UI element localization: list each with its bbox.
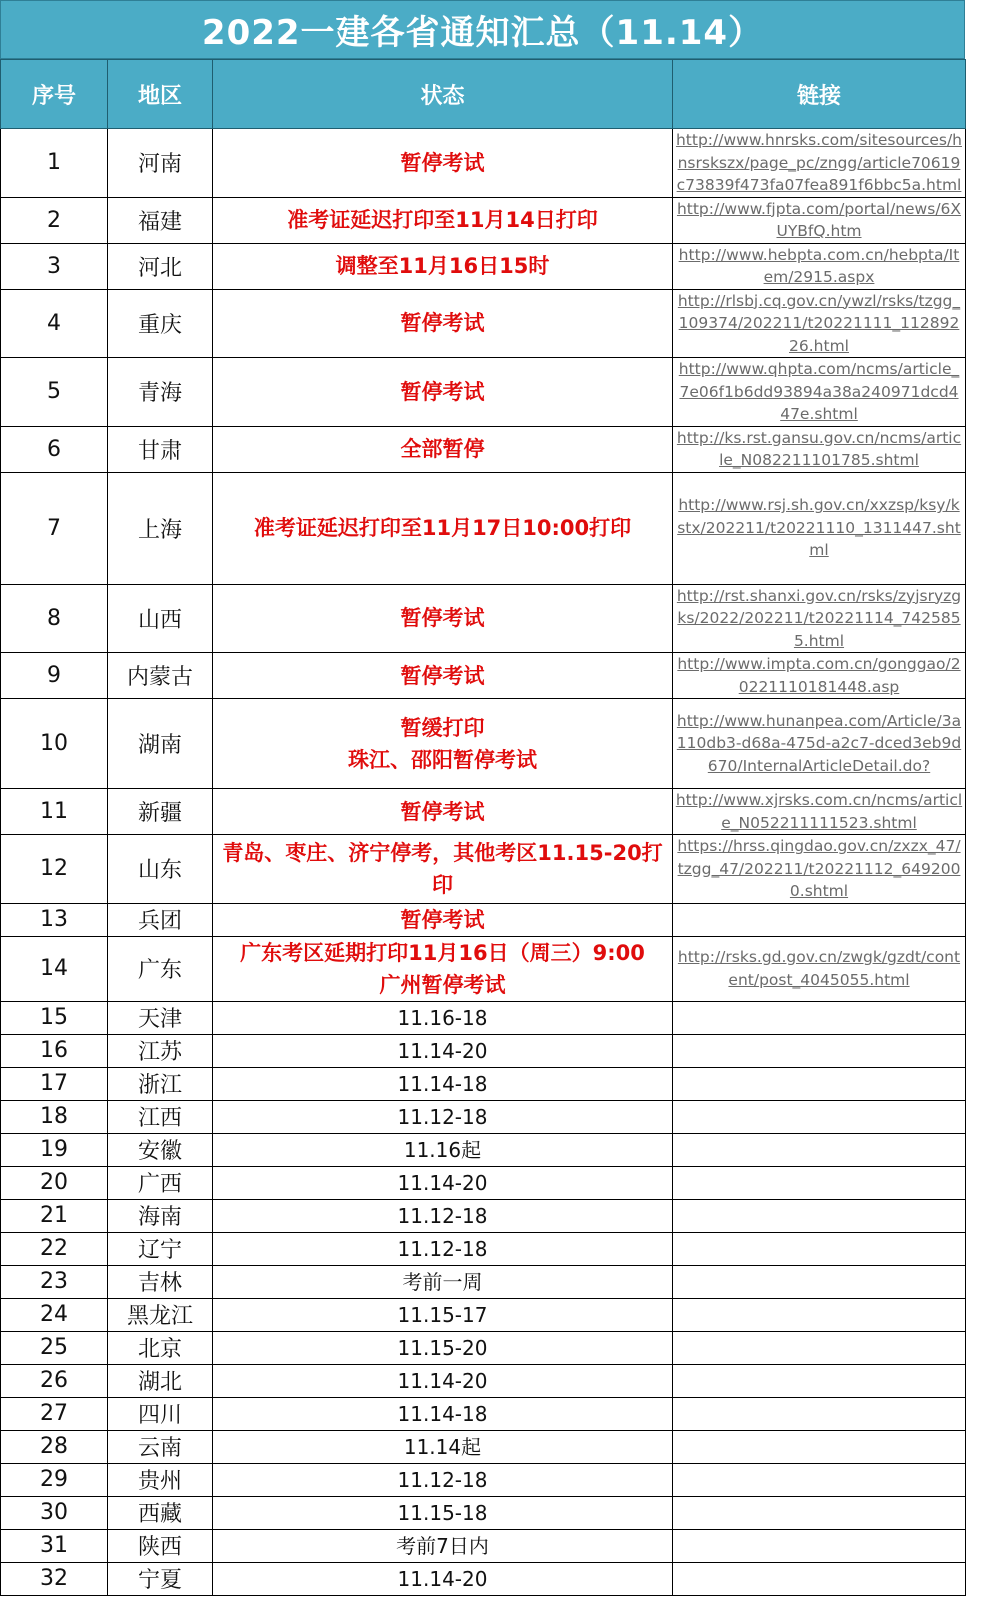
row-link-cell xyxy=(673,1034,966,1067)
row-link-cell xyxy=(673,1529,966,1562)
table-row xyxy=(1,1133,966,1166)
table-row xyxy=(1,699,966,789)
row-number: 9 xyxy=(1,653,108,699)
row-status: 11.14-20 xyxy=(213,1364,673,1397)
row-region: 陕西 xyxy=(108,1529,213,1562)
row-status: 11.16起 xyxy=(213,1133,673,1166)
notice-link[interactable]: http://www.rsj.sh.gov.cn/xxzsp/ksy/kstx/202211/t20221110_1311447.shtml xyxy=(677,496,961,560)
row-number: 14 xyxy=(1,936,108,1001)
row-number: 2 xyxy=(1,197,108,243)
row-link-cell xyxy=(673,1100,966,1133)
table-row xyxy=(1,1463,966,1496)
row-number: 22 xyxy=(1,1232,108,1265)
header-link: 链接 xyxy=(673,60,966,129)
row-status: 暂停考试 xyxy=(213,358,673,427)
row-status: 调整至11月16日15时 xyxy=(213,243,673,289)
row-status: 11.14-18 xyxy=(213,1067,673,1100)
row-region: 黑龙江 xyxy=(108,1298,213,1331)
row-link-cell xyxy=(673,289,966,358)
notice-link[interactable]: http://rst.shanxi.gov.cn/rsks/zyjsryzgks/2022/202211/t20221114_7425855.html xyxy=(676,586,962,650)
row-status: 暂停考试 xyxy=(213,903,673,936)
row-number: 31 xyxy=(1,1529,108,1562)
row-number: 30 xyxy=(1,1496,108,1529)
row-link-cell xyxy=(673,584,966,653)
row-status: 11.15-17 xyxy=(213,1298,673,1331)
row-region: 广东 xyxy=(108,936,213,1001)
table-row xyxy=(1,197,966,243)
row-status: 11.12-18 xyxy=(213,1199,673,1232)
row-region: 江西 xyxy=(108,1100,213,1133)
row-link-cell xyxy=(673,1133,966,1166)
row-status: 考前7日内 xyxy=(213,1529,673,1562)
table-row xyxy=(1,1529,966,1562)
row-number: 19 xyxy=(1,1133,108,1166)
notice-link[interactable]: http://rlsbj.cq.gov.cn/ywzl/rsks/tzgg_109374/202211/t20221111_11289226.html xyxy=(677,291,961,355)
row-link-cell xyxy=(673,472,966,584)
row-status: 暂停考试 xyxy=(213,789,673,835)
row-number: 20 xyxy=(1,1166,108,1199)
table-row xyxy=(1,289,966,358)
table-row xyxy=(1,1001,966,1034)
row-number: 29 xyxy=(1,1463,108,1496)
row-link-cell xyxy=(673,653,966,699)
row-region: 北京 xyxy=(108,1331,213,1364)
row-region: 青海 xyxy=(108,358,213,427)
row-region: 天津 xyxy=(108,1001,213,1034)
row-region: 山东 xyxy=(108,835,213,904)
row-status: 11.14-20 xyxy=(213,1034,673,1067)
row-link-cell xyxy=(673,1199,966,1232)
table-row xyxy=(1,1232,966,1265)
row-link-cell xyxy=(673,1562,966,1595)
row-status: 青岛、枣庄、济宁停考，其他考区11.15-20打印 xyxy=(213,835,673,904)
row-link-cell xyxy=(673,936,966,1001)
row-region: 福建 xyxy=(108,197,213,243)
row-number: 25 xyxy=(1,1331,108,1364)
table-row xyxy=(1,1034,966,1067)
row-number: 15 xyxy=(1,1001,108,1034)
row-region: 上海 xyxy=(108,472,213,584)
row-number: 32 xyxy=(1,1562,108,1595)
sheet-title: 2022一建各省通知汇总（11.14） xyxy=(0,0,965,59)
table-body xyxy=(1,129,966,1596)
row-link-cell xyxy=(673,1364,966,1397)
table-row xyxy=(1,835,966,904)
notice-link[interactable]: http://ks.rst.gansu.gov.cn/ncms/article_N082211101785.shtml xyxy=(676,428,962,469)
table-row xyxy=(1,472,966,584)
row-link-cell xyxy=(673,1298,966,1331)
row-status: 11.12-18 xyxy=(213,1100,673,1133)
row-status: 广东考区延期打印11月16日（周三）9:00 广州暂停考试 xyxy=(213,936,673,1001)
row-status: 11.12-18 xyxy=(213,1232,673,1265)
row-status: 暂停考试 xyxy=(213,584,673,653)
row-link-cell xyxy=(673,835,966,904)
table-row xyxy=(1,129,966,198)
row-status: 11.14起 xyxy=(213,1430,673,1463)
row-link-cell xyxy=(673,1067,966,1100)
table-row xyxy=(1,584,966,653)
notice-link[interactable]: http://www.impta.com.cn/gonggao/20221110181448.asp xyxy=(677,655,961,696)
row-number: 4 xyxy=(1,289,108,358)
notice-link[interactable]: http://www.hunanpea.com/Article/3a110db3-d68a-475d-a2c7-dced3eb9d670/InternalArticleDetail.do? xyxy=(676,711,962,775)
row-region: 湖南 xyxy=(108,699,213,789)
header-status: 状态 xyxy=(213,60,673,129)
row-link-cell xyxy=(673,358,966,427)
notice-link[interactable]: http://www.xjrsks.com.cn/ncms/article_N052211111523.shtml xyxy=(675,791,963,832)
row-status: 11.15-18 xyxy=(213,1496,673,1529)
row-link-cell xyxy=(673,1001,966,1034)
table-row xyxy=(1,789,966,835)
row-status: 准考证延迟打印至11月14日打印 xyxy=(213,197,673,243)
row-link-cell xyxy=(673,1463,966,1496)
table-row xyxy=(1,1562,966,1595)
row-region: 重庆 xyxy=(108,289,213,358)
row-status: 11.14-20 xyxy=(213,1562,673,1595)
header-region: 地区 xyxy=(108,60,213,129)
row-number: 18 xyxy=(1,1100,108,1133)
row-link-cell xyxy=(673,903,966,936)
row-link-cell xyxy=(673,1166,966,1199)
row-status: 暂缓打印 珠江、邵阳暂停考试 xyxy=(213,699,673,789)
row-number: 3 xyxy=(1,243,108,289)
row-region: 吉林 xyxy=(108,1265,213,1298)
row-region: 内蒙古 xyxy=(108,653,213,699)
table-row xyxy=(1,1430,966,1463)
row-number: 7 xyxy=(1,472,108,584)
table-row xyxy=(1,1166,966,1199)
row-status: 11.14-18 xyxy=(213,1397,673,1430)
table-row xyxy=(1,1496,966,1529)
row-region: 海南 xyxy=(108,1199,213,1232)
row-number: 27 xyxy=(1,1397,108,1430)
row-link-cell xyxy=(673,243,966,289)
row-link-cell xyxy=(673,129,966,198)
row-number: 8 xyxy=(1,584,108,653)
row-status: 考前一周 xyxy=(213,1265,673,1298)
row-number: 10 xyxy=(1,699,108,789)
table-row xyxy=(1,1364,966,1397)
row-number: 6 xyxy=(1,426,108,472)
row-link-cell xyxy=(673,699,966,789)
row-number: 17 xyxy=(1,1067,108,1100)
table-row xyxy=(1,1265,966,1298)
table-row xyxy=(1,903,966,936)
row-number: 5 xyxy=(1,358,108,427)
table-row xyxy=(1,1331,966,1364)
row-number: 1 xyxy=(1,129,108,198)
row-region: 辽宁 xyxy=(108,1232,213,1265)
row-region: 河南 xyxy=(108,129,213,198)
notice-link[interactable]: http://rsks.gd.gov.cn/zwgk/gzdt/content/post_4045055.html xyxy=(677,948,961,989)
row-number: 23 xyxy=(1,1265,108,1298)
row-link-cell xyxy=(673,1430,966,1463)
row-region: 湖北 xyxy=(108,1364,213,1397)
row-region: 浙江 xyxy=(108,1067,213,1100)
row-link-cell xyxy=(673,1232,966,1265)
notice-link[interactable]: http://www.qhpta.com/ncms/article_7e06f1b6dd93894a38a240971dcd447e.shtml xyxy=(678,360,960,423)
table-row xyxy=(1,653,966,699)
row-number: 13 xyxy=(1,903,108,936)
row-region: 甘肃 xyxy=(108,426,213,472)
row-status: 暂停考试 xyxy=(213,289,673,358)
row-status: 准考证延迟打印至11月17日10:00打印 xyxy=(213,472,673,584)
row-link-cell xyxy=(673,1496,966,1529)
row-status: 11.15-20 xyxy=(213,1331,673,1364)
table-row xyxy=(1,1397,966,1430)
row-region: 新疆 xyxy=(108,789,213,835)
row-number: 11 xyxy=(1,789,108,835)
row-status: 全部暂停 xyxy=(213,426,673,472)
row-region: 河北 xyxy=(108,243,213,289)
row-region: 云南 xyxy=(108,1430,213,1463)
row-link-cell xyxy=(673,1265,966,1298)
row-region: 四川 xyxy=(108,1397,213,1430)
row-status: 11.14-20 xyxy=(213,1166,673,1199)
row-status: 暂停考试 xyxy=(213,653,673,699)
notice-link[interactable]: http://www.hebpta.com.cn/hebpta/Item/2915.aspx xyxy=(678,245,960,286)
table-row xyxy=(1,1067,966,1100)
header-row xyxy=(1,60,966,129)
row-link-cell xyxy=(673,426,966,472)
row-region: 西藏 xyxy=(108,1496,213,1529)
notice-link[interactable]: http://www.hnrsks.com/sitesources/hnsrskszx/page_pc/zngg/article70619c73839f473fa07fea891f6bbc5a.html xyxy=(675,131,962,194)
table-row xyxy=(1,243,966,289)
table-row xyxy=(1,358,966,427)
row-region: 兵团 xyxy=(108,903,213,936)
table-row xyxy=(1,1298,966,1331)
row-status: 暂停考试 xyxy=(213,129,673,198)
table-row xyxy=(1,1199,966,1232)
table-row xyxy=(1,936,966,1001)
notice-table xyxy=(0,59,966,1596)
row-link-cell xyxy=(673,1331,966,1364)
row-region: 山西 xyxy=(108,584,213,653)
row-number: 26 xyxy=(1,1364,108,1397)
row-region: 宁夏 xyxy=(108,1562,213,1595)
notice-link[interactable]: https://hrss.qingdao.gov.cn/zxzx_47/tzgg_47/202211/t20221112_6492000.shtml xyxy=(677,837,961,900)
row-number: 16 xyxy=(1,1034,108,1067)
row-link-cell xyxy=(673,197,966,243)
row-link-cell xyxy=(673,789,966,835)
notice-link[interactable]: http://www.fjpta.com/portal/news/6XUYBfQ.htm xyxy=(676,199,962,240)
row-region: 贵州 xyxy=(108,1463,213,1496)
table-row xyxy=(1,426,966,472)
row-number: 21 xyxy=(1,1199,108,1232)
row-link-cell xyxy=(673,1397,966,1430)
row-number: 24 xyxy=(1,1298,108,1331)
row-status: 11.12-18 xyxy=(213,1463,673,1496)
row-region: 安徽 xyxy=(108,1133,213,1166)
row-status: 11.16-18 xyxy=(213,1001,673,1034)
row-region: 江苏 xyxy=(108,1034,213,1067)
row-region: 广西 xyxy=(108,1166,213,1199)
row-number: 12 xyxy=(1,835,108,904)
header-no: 序号 xyxy=(1,60,108,129)
row-number: 28 xyxy=(1,1430,108,1463)
table-row xyxy=(1,1100,966,1133)
